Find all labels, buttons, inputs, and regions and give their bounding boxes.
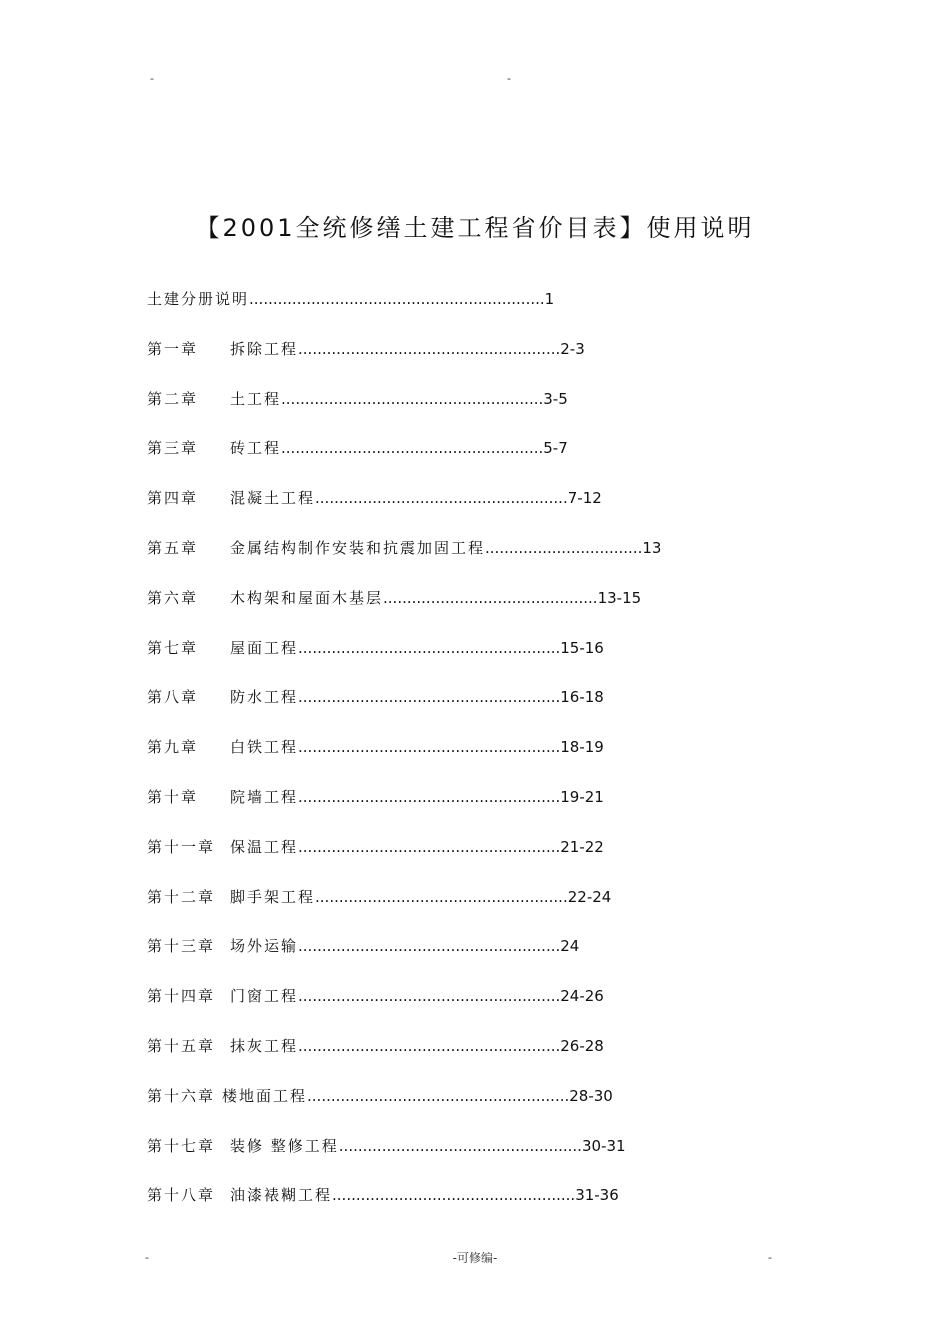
toc-chapter: 第十四章: [147, 987, 216, 1006]
toc-row: [147, 836, 890, 886]
toc-chapter: 第十三章: [147, 937, 216, 956]
toc-entry[interactable]: [230, 786, 604, 807]
toc-pages: 5-7: [543, 439, 568, 458]
toc-leader: ...................................................: [332, 1186, 576, 1205]
toc-chapter: 第十八章: [147, 1186, 216, 1205]
toc-row: [147, 886, 890, 936]
toc-chapter: 第十五章: [147, 1036, 216, 1055]
toc-pages: 31-36: [575, 1186, 619, 1205]
toc-title: 砖工程: [230, 439, 282, 458]
toc-entry[interactable]: [147, 288, 554, 309]
toc-pages: 13-15: [597, 588, 642, 607]
toc-leader: .................................: [485, 538, 643, 557]
toc-row: [147, 288, 890, 338]
toc-pages: 30-31: [581, 1136, 626, 1155]
toc-entry[interactable]: [230, 1184, 619, 1205]
toc-row: [147, 338, 890, 388]
toc-entry[interactable]: [230, 388, 568, 409]
toc-row: [147, 637, 890, 687]
toc-leader: .......................................................: [298, 787, 561, 806]
toc-pages: 28-30: [569, 1086, 613, 1105]
toc-row: [147, 1085, 890, 1135]
toc-entry[interactable]: [230, 886, 611, 907]
toc-chapter: 第一章: [147, 339, 199, 358]
toc-chapter: 第九章: [147, 738, 199, 757]
toc-entry[interactable]: [230, 338, 585, 359]
toc-title: 土建分册说明: [147, 290, 250, 308]
toc-pages: 19-21: [560, 787, 604, 806]
toc-pages: 22-24: [567, 887, 612, 906]
toc-leader: .......................................................: [298, 1036, 561, 1055]
toc-leader: .......................................................: [281, 389, 544, 408]
toc-pages: 15-16: [560, 638, 604, 657]
toc-pages: 24-26: [560, 987, 604, 1006]
header-left-mark: -: [150, 72, 154, 85]
toc-chapter: 第七章: [147, 638, 199, 657]
toc-title: 木构架和屋面木基层: [230, 588, 384, 607]
toc-entry[interactable]: [230, 985, 604, 1006]
toc-leader: .......................................................: [298, 987, 561, 1006]
toc-row: [147, 1184, 890, 1234]
table-of-contents: [147, 288, 890, 1234]
footer-right-mark: -: [768, 1251, 772, 1264]
toc-leader: ..............................................................: [249, 290, 545, 308]
toc-chapter: 第八章: [147, 688, 199, 707]
toc-title: 拆除工程: [230, 339, 299, 358]
toc-leader: .....................................................: [315, 489, 568, 508]
toc-entry[interactable]: [230, 736, 604, 757]
toc-leader: .............................................: [383, 588, 598, 607]
toc-leader: .......................................................: [307, 1086, 570, 1105]
toc-row: [147, 437, 890, 487]
toc-entry[interactable]: [230, 437, 568, 458]
toc-chapter: 第十章: [147, 787, 199, 806]
toc-row: [147, 686, 890, 736]
toc-pages: 16-18: [560, 688, 604, 707]
toc-chapter: 第五章: [147, 538, 199, 557]
toc-entry[interactable]: [230, 935, 579, 956]
toc-chapter: 第十六章: [147, 1086, 216, 1105]
toc-entry[interactable]: [230, 686, 604, 707]
toc-pages: 26-28: [560, 1036, 604, 1055]
toc-row: [147, 537, 890, 587]
toc-pages: 1: [544, 290, 555, 308]
toc-leader: .......................................................: [298, 937, 561, 956]
toc-title: 院墙工程: [230, 787, 299, 806]
toc-row: [147, 587, 890, 637]
toc-row: [147, 1035, 890, 1085]
toc-title: 屋面工程: [230, 638, 299, 657]
toc-entry[interactable]: [230, 487, 602, 508]
toc-chapter: 第三章: [147, 439, 199, 458]
toc-pages: 3-5: [543, 389, 568, 408]
toc-chapter: 第十一章: [147, 837, 216, 856]
toc-entry[interactable]: [230, 1035, 604, 1056]
toc-title: 门窗工程: [230, 987, 299, 1006]
toc-row: [147, 487, 890, 537]
toc-pages: 2-3: [560, 339, 585, 358]
toc-leader: .....................................................: [315, 887, 568, 906]
toc-title: 场外运输: [230, 937, 299, 956]
toc-pages: 13: [642, 538, 662, 557]
toc-entry[interactable]: [230, 637, 604, 658]
toc-pages: 18-19: [560, 738, 604, 757]
toc-chapter: 第二章: [147, 389, 199, 408]
toc-entry[interactable]: [230, 1135, 626, 1156]
toc-row: [147, 1135, 890, 1185]
toc-title: 脚手架工程: [230, 887, 316, 906]
toc-leader: .......................................................: [298, 738, 561, 757]
toc-entry[interactable]: [230, 836, 604, 857]
toc-title: 土工程: [230, 389, 282, 408]
toc-title: 抹灰工程: [230, 1036, 299, 1055]
toc-leader: .......................................................: [298, 837, 561, 856]
toc-title: 防水工程: [230, 688, 299, 707]
toc-title: 油漆裱糊工程: [230, 1186, 333, 1205]
header-right-mark: -: [507, 72, 511, 85]
toc-row: [147, 985, 890, 1035]
toc-title: 白铁工程: [230, 738, 299, 757]
toc-title: 混凝土工程: [230, 489, 316, 508]
toc-pages: 24: [560, 937, 580, 956]
toc-row: [147, 786, 890, 836]
toc-entry[interactable]: [230, 537, 661, 558]
toc-title: 装修 整修工程: [230, 1136, 339, 1155]
toc-leader: .......................................................: [298, 688, 561, 707]
toc-title: 楼地面工程: [222, 1086, 308, 1105]
toc-chapter: 第六章: [147, 588, 199, 607]
toc-row: [147, 736, 890, 786]
toc-leader: .......................................................: [298, 339, 561, 358]
toc-pages: 21-22: [560, 837, 604, 856]
toc-title: 保温工程: [230, 837, 299, 856]
toc-entry[interactable]: [222, 1085, 613, 1106]
toc-entry[interactable]: [230, 587, 641, 608]
footer-left-mark: -: [145, 1251, 149, 1264]
toc-leader: .......................................................: [298, 638, 561, 657]
toc-row: [147, 935, 890, 985]
footer-label: -可修编-: [452, 1251, 498, 1265]
toc-leader: .......................................................: [281, 439, 544, 458]
toc-title: 金属结构制作安装和抗震加固工程: [230, 538, 486, 557]
toc-pages: 7-12: [567, 489, 602, 508]
toc-leader: ...................................................: [338, 1136, 582, 1155]
toc-row: [147, 388, 890, 438]
toc-chapter: 第十二章: [147, 887, 216, 906]
toc-chapter: 第十七章: [147, 1136, 216, 1155]
toc-chapter: 第四章: [147, 489, 199, 508]
document-title: 【2001全统修缮土建工程省价目表】使用说明: [195, 214, 755, 243]
